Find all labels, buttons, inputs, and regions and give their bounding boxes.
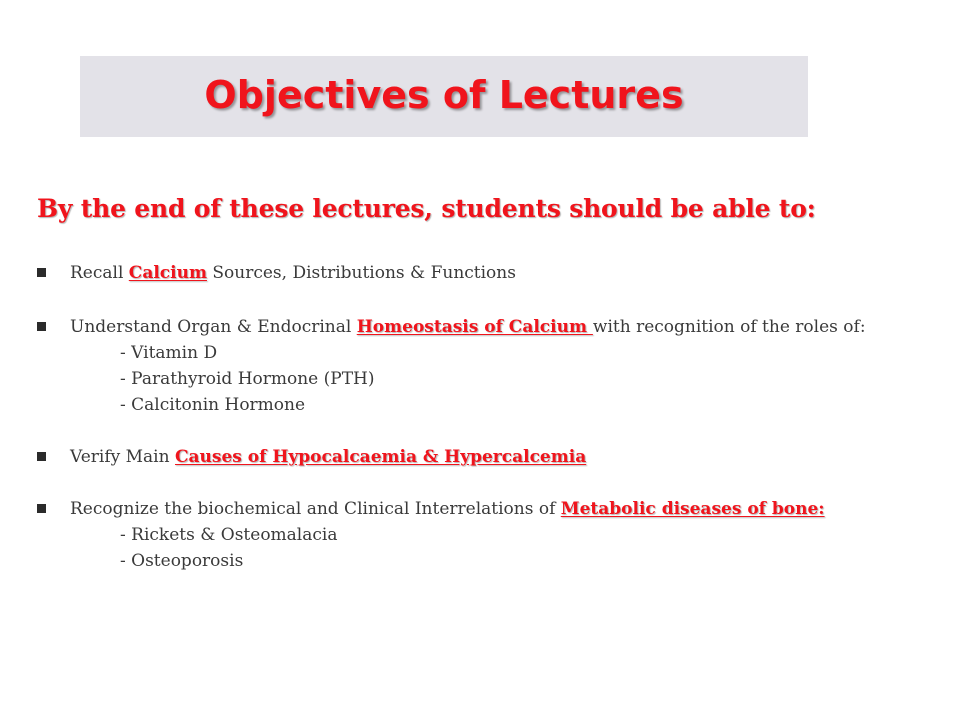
slide-title: Objectives of Lectures <box>204 73 684 117</box>
objective-text: Recognize the biochemical and Clinical Interrelations of <box>70 499 561 519</box>
sub-item: - Rickets & Osteomalacia <box>120 525 338 545</box>
square-bullet-icon <box>37 452 46 461</box>
objective-item-causes <box>37 446 917 468</box>
slide-subtitle: By the end of these lectures, students should be able to: <box>37 194 816 223</box>
sub-item: - Calcitonin Hormone <box>120 395 306 415</box>
objective-highlight: Metabolic diseases of bone: <box>560 499 825 519</box>
sub-item: - Vitamin D <box>120 343 218 363</box>
objective-text: Verify Main <box>70 447 175 467</box>
square-bullet-icon <box>37 268 46 277</box>
objective-text: Sources, Distributions & Functions <box>206 263 516 283</box>
sub-item: - Osteoporosis <box>120 551 244 571</box>
objectives-list <box>37 262 917 572</box>
objective-text: Understand Organ & Endocrinal <box>70 317 357 337</box>
objective-item-bone-diseases <box>37 498 917 572</box>
objective-text: with recognition of the roles of: <box>592 317 866 337</box>
objective-highlight: Homeostasis of Calcium <box>356 317 593 337</box>
objective-item-calcium <box>37 262 917 284</box>
title-box <box>80 56 808 137</box>
objective-highlight: Calcium <box>128 263 207 283</box>
objective-highlight: Causes of Hypocalcaemia & Hypercalcemia <box>174 447 587 467</box>
objective-text: Recall <box>70 263 129 283</box>
square-bullet-icon <box>37 322 46 331</box>
square-bullet-icon <box>37 504 46 513</box>
objective-item-homeostasis <box>37 316 917 416</box>
sub-item: - Parathyroid Hormone (PTH) <box>120 369 375 389</box>
